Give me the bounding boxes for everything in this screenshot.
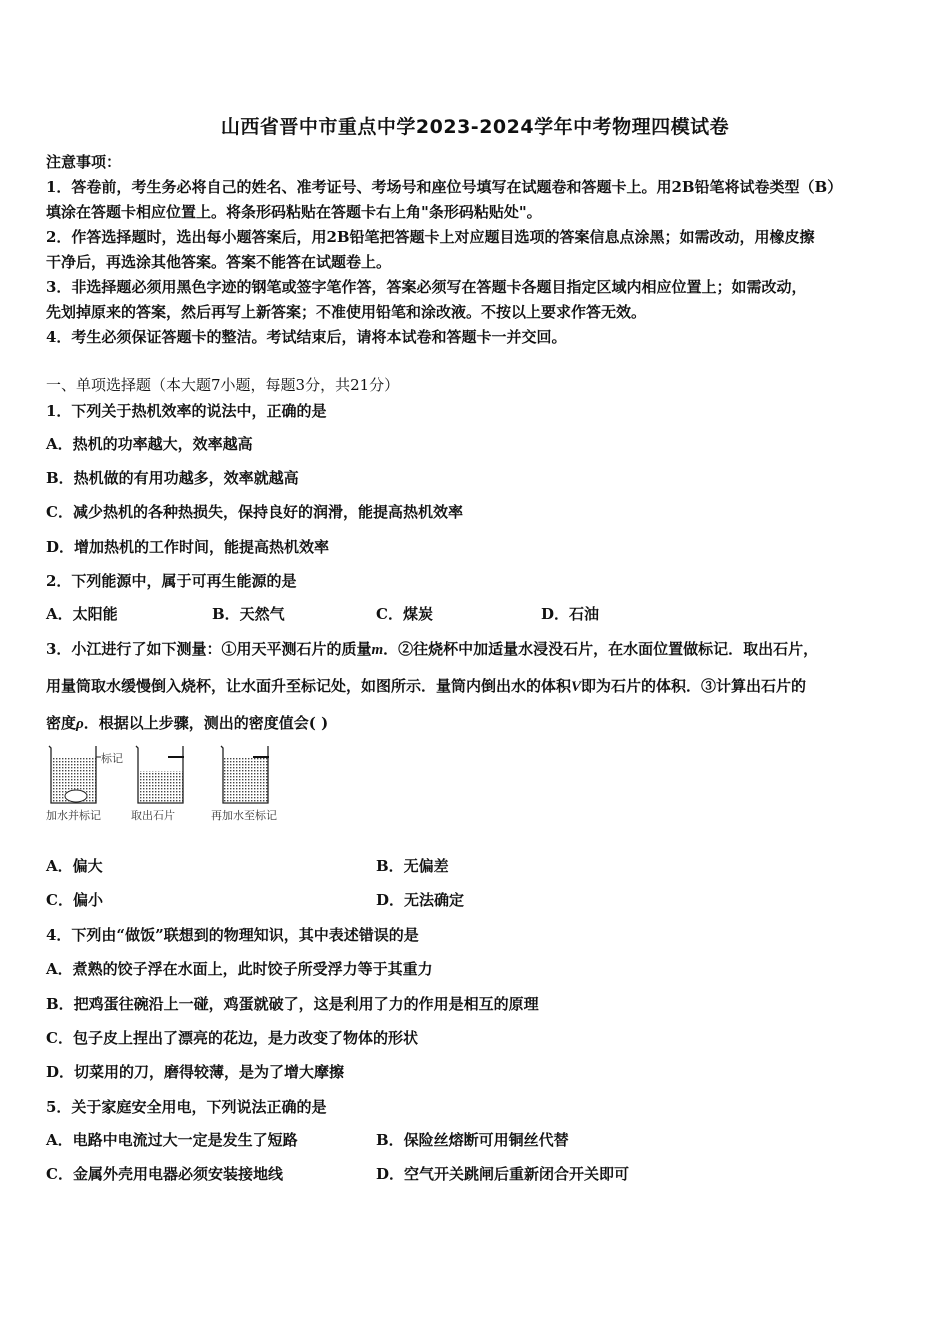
q3-text: ．②往烧杯中加适量水浸没石片，在水面位置做标记．取出石片， (383, 640, 819, 658)
q3-var-rho: ρ (76, 716, 84, 732)
q1-option-b: B．热机做的有用功越多，效率就越高 (46, 469, 299, 487)
notice-line: 干净后，再选涂其他答案。答案不能答在试题卷上。 (46, 253, 392, 271)
q3-text: 用量筒取水缓慢倒入烧杯，让水面升至标记处，如图所示．量筒内倒出水的体积 (46, 677, 572, 695)
q3-text: 密度 (46, 714, 77, 732)
notice-line: 1．答卷前，考生务必将自己的姓名、准考证号、考场号和座位号填写在试题卷和答题卡上。用2B铅笔将试卷类型（B） (46, 178, 843, 196)
caption-2: 取出石片 (131, 809, 175, 822)
notice-line: 3．非选择题必须用黑色字迹的钢笔或签字笔作答，答案必须写在答题卡各题目指定区域内相应位置上；如需改动， (46, 278, 807, 296)
q3-option-b: B．无偏差 (376, 857, 449, 875)
q3-var-v: V (571, 679, 582, 695)
q3-stem-line1 (46, 639, 906, 660)
q5-option-c: C．金属外壳用电器必须安装接地线 (46, 1165, 283, 1183)
q3-text: 3．小江进行了如下测量：①用天平测石片的质量 (46, 640, 372, 658)
q1-option-a: A．热机的功率越大，效率越高 (46, 435, 253, 453)
notice-line: 先划掉原来的答案，然后再写上新答案；不准使用铅笔和涂改液。不按以上要求作答无效。 (46, 303, 647, 321)
q4-option-d: D．切菜用的刀，磨得较薄，是为了增大摩擦 (46, 1063, 345, 1081)
q4-option-b: B．把鸡蛋往碗沿上一碰，鸡蛋就破了，这是利用了力的作用是相互的原理 (46, 995, 539, 1013)
q2-option-d: D．石油 (541, 605, 600, 623)
q4-option-c: C．包子皮上捏出了漂亮的花边，是力改变了物体的形状 (46, 1029, 418, 1047)
q5-option-a: A．电路中电流过大一定是发生了短路 (46, 1131, 298, 1149)
q2-stem: 2．下列能源中，属于可再生能源的是 (46, 572, 297, 590)
beaker-with-stone (49, 746, 123, 803)
q1-stem: 1．下列关于热机效率的说法中，正确的是 (46, 402, 327, 420)
q3-stem-line3 (46, 713, 906, 734)
q5-option-b: B．保险丝熔断可用铜丝代替 (376, 1131, 569, 1149)
q1-option-d: D．增加热机的工作时间，能提高热机效率 (46, 538, 330, 556)
q3-var-m: m (371, 642, 384, 658)
q2-option-b: B．天然气 (212, 605, 285, 623)
beaker-refilled (221, 746, 269, 803)
q2-option-c: C．煤炭 (376, 605, 433, 623)
q5-option-d: D．空气开关跳闸后重新闭合开关即可 (376, 1165, 630, 1183)
caption-3: 再加水至标记 (211, 809, 277, 822)
notice-line: 填涂在答题卡相应位置上。将条形码粘贴在答题卡右上角"条形码粘贴处"。 (46, 203, 542, 221)
q3-text: 即为石片的体积．③计算出石片的 (581, 677, 807, 695)
q2-option-a: A．太阳能 (46, 605, 118, 623)
q3-option-a: A．偏大 (46, 857, 103, 875)
notice-line: 2．作答选择题时，选出每小题答案后，用2B铅笔把答题卡上对应题目选项的答案信息点涂黑；如需改动，用橡皮擦 (46, 228, 815, 246)
caption-1: 加水并标记 (46, 809, 101, 822)
q3-option-c: C．偏小 (46, 891, 103, 909)
q3-stem-line2 (46, 676, 906, 697)
mark-label: 标记 (101, 752, 123, 765)
q4-stem: 4．下列由“做饭”联想到的物理知识，其中表述错误的是 (46, 926, 419, 944)
q4-option-a: A．煮熟的饺子浮在水面上，此时饺子所受浮力等于其重力 (46, 960, 433, 978)
q5-stem: 5．关于家庭安全用电，下列说法正确的是 (46, 1098, 327, 1116)
q3-text: ．根据以上步骤，测出的密度值会( ) (83, 714, 329, 732)
page-title: 山西省晋中市重点中学2023-2024学年中考物理四模试卷 (220, 116, 730, 138)
beaker-stone-removed (136, 746, 184, 803)
section-heading: 一、单项选择题（本大题7小题，每题3分，共21分） (46, 376, 400, 394)
q3-beaker-figure (44, 740, 304, 830)
q3-option-d: D．无法确定 (376, 891, 465, 909)
notice-line: 4．考生必须保证答题卡的整洁。考试结束后，请将本试卷和答题卡一并交回。 (46, 328, 567, 346)
q1-option-c: C．减少热机的各种热损失，保持良好的润滑，能提高热机效率 (46, 503, 463, 521)
notice-heading: 注意事项： (46, 153, 122, 171)
